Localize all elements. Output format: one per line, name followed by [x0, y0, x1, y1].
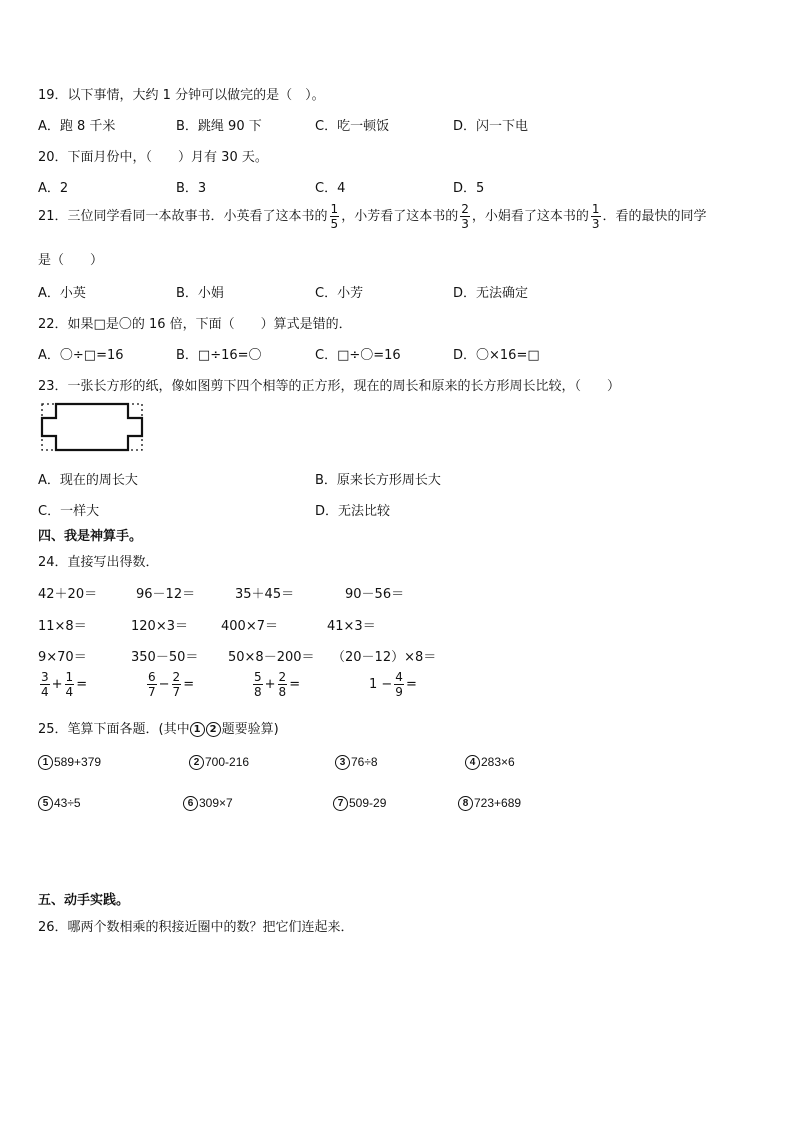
- q21-text-1: 21．三位同学看同一本故事书．小英看了这本书的: [38, 209, 328, 224]
- fraction: $\frac{1}{5}$: [330, 202, 339, 231]
- written-calc-item: 3 76÷8: [335, 755, 378, 770]
- q19-option-c: C．吃一顿饭: [315, 119, 390, 134]
- q21-option-d: D．无法确定: [453, 286, 529, 301]
- q22-option-c: C．□÷〇=16: [315, 348, 401, 363]
- calc-item: 350－50＝: [131, 650, 199, 665]
- q19-option-d: D．闪一下电: [453, 119, 529, 134]
- calc-item: 11×8＝: [38, 619, 87, 634]
- q19-option-b: B．跳绳 90 下: [176, 119, 262, 134]
- circled-number: 2: [206, 722, 221, 737]
- calc-item: 90－56＝: [345, 587, 405, 602]
- q19-option-a: A．跑 8 千米: [38, 119, 116, 134]
- q21-option-b: B．小娟: [176, 286, 224, 301]
- q21-stem-cont: 是（ ）: [38, 253, 104, 268]
- q22-stem: 22．如果□是〇的 16 倍，下面（ ）算式是错的．: [38, 317, 352, 332]
- calc-item: 9×70＝: [38, 650, 87, 665]
- written-calc-item: 4 283×6: [465, 755, 515, 770]
- q19-stem: 19．以下事情，大约 1 分钟可以做完的是（ ）。: [38, 88, 325, 103]
- q20-option-c: C．4: [315, 181, 346, 196]
- q20-option-a: A．2: [38, 181, 69, 196]
- q21-text-4: ．看的最快的同学: [602, 209, 707, 224]
- section-5-heading: 五、动手实践。: [38, 893, 130, 908]
- fraction-calc-item: $\frac{5}{8}$ + $\frac{2}{8}$ =: [254, 670, 301, 699]
- cut-rectangle-figure: [40, 402, 146, 454]
- calc-item: 120×3＝: [131, 619, 188, 634]
- q23-option-d: D．无法比较: [315, 504, 391, 519]
- q21-text-2: ，小芳看了这本书的: [341, 209, 459, 224]
- q21-option-a: A．小英: [38, 286, 86, 301]
- q21-option-c: C．小芳: [315, 286, 364, 301]
- q23-option-a: A．现在的周长大: [38, 473, 138, 488]
- written-calc-item: 7 509-29: [333, 796, 386, 811]
- section-4-heading: 四、我是神算手。: [38, 529, 143, 544]
- fraction-calc-item: 1 − $\frac{4}{9}$ =: [369, 670, 417, 699]
- calc-item: （20－12）×8＝: [332, 650, 437, 665]
- q21-stem: [38, 202, 707, 231]
- fraction-calc-item: $\frac{6}{7}$ − $\frac{2}{7}$ =: [148, 670, 195, 699]
- fraction: $\frac{1}{3}$: [591, 202, 600, 231]
- q23-option-b: B．原来长方形周长大: [315, 473, 441, 488]
- calc-item: 41×3＝: [327, 619, 376, 634]
- q23-stem: 23．一张长方形的纸，像如图剪下四个相等的正方形，现在的周长和原来的长方形周长比较，（ ）: [38, 379, 621, 394]
- q24-stem: 24．直接写出得数．: [38, 555, 159, 570]
- written-calc-item: 8 723+689: [458, 796, 521, 811]
- written-calc-item: 5 43÷5: [38, 796, 81, 811]
- written-calc-item: 1 589+379: [38, 755, 101, 770]
- written-calc-item: 2 700-216: [189, 755, 249, 770]
- circled-number: 1: [190, 722, 205, 737]
- q26-stem: 26．哪两个数相乘的积接近圈中的数？把它们连起来．: [38, 920, 354, 935]
- q23-option-c: C．一样大: [38, 504, 100, 519]
- calc-item: 42＋20＝: [38, 587, 98, 602]
- written-calc-item: 6 309×7: [183, 796, 233, 811]
- q20-option-d: D．5: [453, 181, 485, 196]
- fraction-calc-item: $\frac{3}{4}$ + $\frac{1}{4}$ =: [41, 670, 88, 699]
- q21-text-3: ，小娟看了这本书的: [471, 209, 589, 224]
- calc-item: 50×8－200＝: [228, 650, 315, 665]
- calc-item: 400×7＝: [221, 619, 278, 634]
- calc-item: 35＋45＝: [235, 587, 295, 602]
- calc-item: 96－12＝: [136, 587, 196, 602]
- q25-stem: 25．笔算下面各题．(其中 1 2 题要验算): [38, 722, 279, 737]
- fraction: $\frac{2}{3}$: [461, 202, 469, 231]
- q22-option-d: D．〇×16=□: [453, 348, 540, 363]
- q20-option-b: B．3: [176, 181, 207, 196]
- q22-option-b: B．□÷16=〇: [176, 348, 262, 363]
- q22-option-a: A．〇÷□=16: [38, 348, 124, 363]
- q20-stem: 20．下面月份中，（ ）月有 30 天。: [38, 150, 268, 165]
